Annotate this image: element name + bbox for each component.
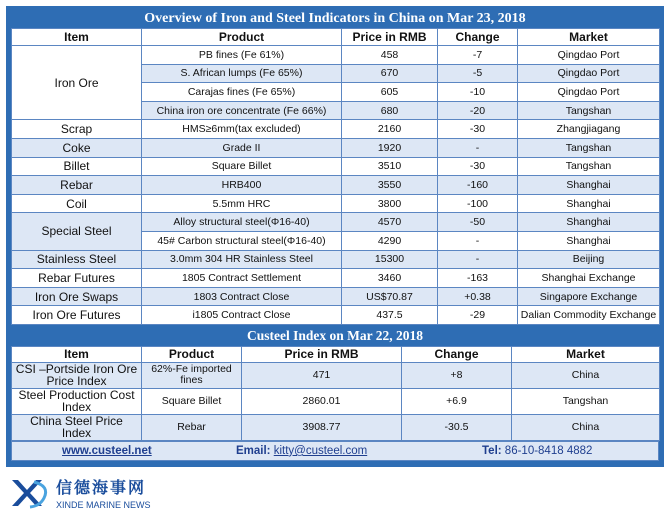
- product-cell: Square Billet: [142, 388, 242, 414]
- price-cell: 2160: [342, 120, 438, 139]
- price-cell: 4290: [342, 231, 438, 250]
- market-cell: Beijing: [518, 250, 660, 269]
- product-cell: 5.5mm HRC: [142, 194, 342, 213]
- table-row: [12, 176, 660, 195]
- tel-label: Tel:: [482, 444, 502, 457]
- table-row: [12, 306, 660, 325]
- product-cell: 45# Carbon structural steel(Φ16-40): [142, 231, 342, 250]
- logo-english-name: XINDE MARINE NEWS: [56, 500, 151, 510]
- product-cell: HRB400: [142, 176, 342, 195]
- logo-chinese-name: 信德海事网: [56, 478, 147, 497]
- market-cell: China: [512, 414, 660, 440]
- market-cell: Qingdao Port: [518, 83, 660, 102]
- item-cell: Billet: [12, 157, 142, 176]
- change-cell: -163: [438, 269, 518, 288]
- header-change: Change: [438, 29, 518, 46]
- price-cell: 670: [342, 64, 438, 83]
- table-header-row: [12, 29, 660, 46]
- item-cell: Steel Production Cost Index: [12, 388, 142, 414]
- email-block: [172, 445, 422, 457]
- report-frame: [6, 6, 664, 467]
- price-cell: 4570: [342, 213, 438, 232]
- header-price: Price in RMB: [342, 29, 438, 46]
- item-cell: Coke: [12, 138, 142, 157]
- header-product: Product: [142, 29, 342, 46]
- change-cell: -7: [438, 46, 518, 65]
- product-cell: Alloy structural steel(Φ16-40): [142, 213, 342, 232]
- table-row: [12, 287, 660, 306]
- index-header-row: [12, 346, 660, 362]
- change-cell: +8: [402, 362, 512, 388]
- price-cell: 1920: [342, 138, 438, 157]
- product-cell: i1805 Contract Close: [142, 306, 342, 325]
- item-cell: China Steel Price Index: [12, 414, 142, 440]
- xinde-logo: [10, 475, 151, 510]
- product-cell: 1805 Contract Settlement: [142, 269, 342, 288]
- price-cell: 3800: [342, 194, 438, 213]
- item-cell: Iron Ore Swaps: [12, 287, 142, 306]
- change-cell: -50: [438, 213, 518, 232]
- table-row: [12, 362, 660, 388]
- table-row: [12, 46, 660, 65]
- product-cell: 1803 Contract Close: [142, 287, 342, 306]
- product-cell: Carajas fines (Fe 65%): [142, 83, 342, 102]
- market-cell: Shanghai: [518, 176, 660, 195]
- table-row: [12, 120, 660, 139]
- market-cell: Tangshan: [518, 157, 660, 176]
- market-cell: Tangshan: [512, 388, 660, 414]
- item-cell: Iron Ore: [12, 46, 142, 120]
- header-item: Item: [12, 346, 142, 362]
- table-row: [12, 213, 660, 232]
- price-cell: 3510: [342, 157, 438, 176]
- change-cell: -: [438, 138, 518, 157]
- report-title: Overview of Iron and Steel Indicators in China on Mar 23, 2018: [144, 11, 526, 26]
- product-cell: HMS≥6mm(tax excluded): [142, 120, 342, 139]
- price-cell: 471: [242, 362, 402, 388]
- price-cell: 3908.77: [242, 414, 402, 440]
- change-cell: +0.38: [438, 287, 518, 306]
- table-row: [12, 269, 660, 288]
- product-cell: S. African lumps (Fe 65%): [142, 64, 342, 83]
- item-cell: Stainless Steel: [12, 250, 142, 269]
- header-change: Change: [402, 346, 512, 362]
- market-cell: Tangshan: [518, 101, 660, 120]
- header-market: Market: [518, 29, 660, 46]
- market-cell: Shanghai: [518, 213, 660, 232]
- market-cell: Qingdao Port: [518, 46, 660, 65]
- tel-block: [422, 445, 658, 457]
- market-cell: Tangshan: [518, 138, 660, 157]
- price-cell: 2860.01: [242, 388, 402, 414]
- item-cell: Special Steel: [12, 213, 142, 250]
- header-item: Item: [12, 29, 142, 46]
- product-cell: Rebar: [142, 414, 242, 440]
- product-cell: 62%-Fe imported fines: [142, 362, 242, 388]
- price-cell: 15300: [342, 250, 438, 269]
- market-cell: Dalian Commodity Exchange: [518, 306, 660, 325]
- change-cell: -10: [438, 83, 518, 102]
- product-cell: Grade II: [142, 138, 342, 157]
- email-link[interactable]: kitty@custeel.com: [273, 444, 368, 457]
- market-cell: Shanghai Exchange: [518, 269, 660, 288]
- price-cell: 680: [342, 101, 438, 120]
- change-cell: -100: [438, 194, 518, 213]
- contact-footer: [11, 441, 659, 461]
- change-cell: -30: [438, 120, 518, 139]
- change-cell: -30: [438, 157, 518, 176]
- market-cell: Shanghai: [518, 231, 660, 250]
- header-price: Price in RMB: [242, 346, 402, 362]
- change-cell: -30.5: [402, 414, 512, 440]
- product-cell: Square Billet: [142, 157, 342, 176]
- product-cell: PB fines (Fe 61%): [142, 46, 342, 65]
- header-market: Market: [512, 346, 660, 362]
- item-cell: Iron Ore Futures: [12, 306, 142, 325]
- market-cell: China: [512, 362, 660, 388]
- market-cell: Qingdao Port: [518, 64, 660, 83]
- price-cell: 3550: [342, 176, 438, 195]
- table-row: [12, 138, 660, 157]
- item-cell: Coil: [12, 194, 142, 213]
- index-title: Custeel Index on Mar 22, 2018: [246, 327, 423, 343]
- website-link[interactable]: www.custeel.net: [62, 444, 152, 457]
- item-cell: Rebar: [12, 176, 142, 195]
- change-cell: -5: [438, 64, 518, 83]
- item-cell: Rebar Futures: [12, 269, 142, 288]
- item-cell: Scrap: [12, 120, 142, 139]
- market-cell: Singapore Exchange: [518, 287, 660, 306]
- change-cell: -20: [438, 101, 518, 120]
- change-cell: -: [438, 250, 518, 269]
- table-row: [12, 194, 660, 213]
- price-cell: 3460: [342, 269, 438, 288]
- xinde-logo-icon: [10, 476, 50, 510]
- header-product: Product: [142, 346, 242, 362]
- change-cell: +6.9: [402, 388, 512, 414]
- table-row: [12, 388, 660, 414]
- price-cell: 605: [342, 83, 438, 102]
- market-cell: Zhangjiagang: [518, 120, 660, 139]
- table-row: [12, 250, 660, 269]
- change-cell: -160: [438, 176, 518, 195]
- table-row: [12, 414, 660, 440]
- price-cell: 458: [342, 46, 438, 65]
- change-cell: -29: [438, 306, 518, 325]
- change-cell: -: [438, 231, 518, 250]
- product-cell: 3.0mm 304 HR Stainless Steel: [142, 250, 342, 269]
- table-row: [12, 157, 660, 176]
- product-cell: China iron ore concentrate (Fe 66%): [142, 101, 342, 120]
- indicators-table: [11, 28, 660, 325]
- price-cell: US$70.87: [342, 287, 438, 306]
- tel-number: 86-10-8418 4882: [504, 444, 593, 457]
- market-cell: Shanghai: [518, 194, 660, 213]
- item-cell: CSI –Portside Iron Ore Price Index: [12, 362, 142, 388]
- price-cell: 437.5: [342, 306, 438, 325]
- custeel-index-table: [11, 346, 660, 441]
- email-label: Email:: [236, 444, 271, 457]
